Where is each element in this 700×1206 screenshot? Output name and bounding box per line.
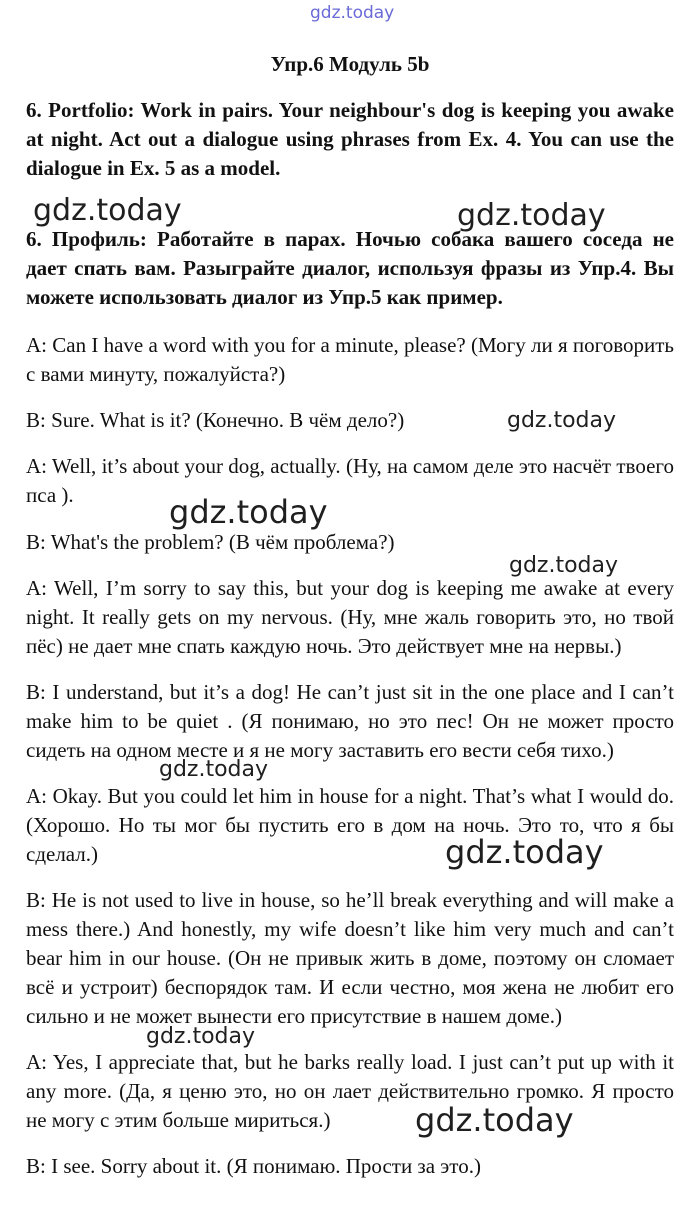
watermark: gdz.today [445,833,604,871]
watermark: gdz.today [457,198,606,233]
dialogue-line-2: B: Sure. What is it? (Конечно. В чём дело?) [26,408,405,432]
dialogue-line-7: A: Okay. But you could let him in house for a night. That’s what I would do. (Хорошо. Но ты мог бы пустить его в дом на ночь. Это то, что я бы сделал.) [26,784,674,866]
dialogue-line-1: A: Can I have a word with you for a minute, please? (Могу ли я поговорить с вами минуту, пожалуйста?) [26,333,674,386]
task-english: 6. Portfolio: Work in pairs. Your neighbour's dog is keeping you awake at night. Act out a dialogue using phrases from Ex. 4. You can use the dialogue in Ex. 5 as a model. [26,98,674,180]
watermark: gdz.today [507,408,617,433]
dialogue-line-5: A: Well, I’m sorry to say this, but your dog is keeping me awake at every night. It really gets on my nervous. (Ну, мне жаль говорить это, но твой пёс) не дает мне спать каждую ночь. Это действует мне на нервы.) [26,576,674,658]
watermark: gdz.today [509,553,619,578]
dialogue-line-3: A: Well, it’s about your dog, actually. (Ну, на самом деле это насчёт твоего пса ). [26,454,674,507]
dialogue-line-4: B: What's the problem? (В чём проблема?) [26,530,395,554]
watermark: gdz.today [415,1101,574,1139]
watermark: gdz.today [169,493,328,531]
header-watermark: gdz.today [310,3,395,23]
watermark: gdz.today [146,1024,256,1049]
task-russian: 6. Профиль: Работайте в парах. Ночью собака вашего соседа не дает спать вам. Разыграйте диалог, используя фразы из Упр.4. Вы можете использовать диалог из Упр.5 как пример. [26,227,674,309]
page-title: Упр.6 Модуль 5b [270,52,430,76]
watermark: gdz.today [159,757,269,782]
dialogue-line-6: B: I understand, but it’s a dog! He can’t just sit in the one place and I can’t make him to be quiet . (Я понимаю, но это пес! Он не может просто сидеть на одном месте и я не могу заставить его вести себя тихо.) [26,680,674,762]
dialogue-line-9: A: Yes, I appreciate that, but he barks really load. I just can’t put up with it any more. (Да, я ценю это, но он лает действительно громко. Я просто не могу с этим больше мириться.) [26,1050,674,1132]
watermark: gdz.today [33,193,182,228]
dialogue-line-10: B: I see. Sorry about it. (Я понимаю. Прости за это.) [26,1154,481,1178]
dialogue-line-8: B: He is not used to live in house, so he’ll break everything and will make a mess there.) And honestly, my wife doesn’t like him very much and can’t bear him in our house. (Он не привык жить в доме, поэтому он сломает всё и устроит) беспорядок там. И если честно, моя жена не любит его сильно и не может вынести его присутствие в нашем доме.) [26,888,674,1028]
